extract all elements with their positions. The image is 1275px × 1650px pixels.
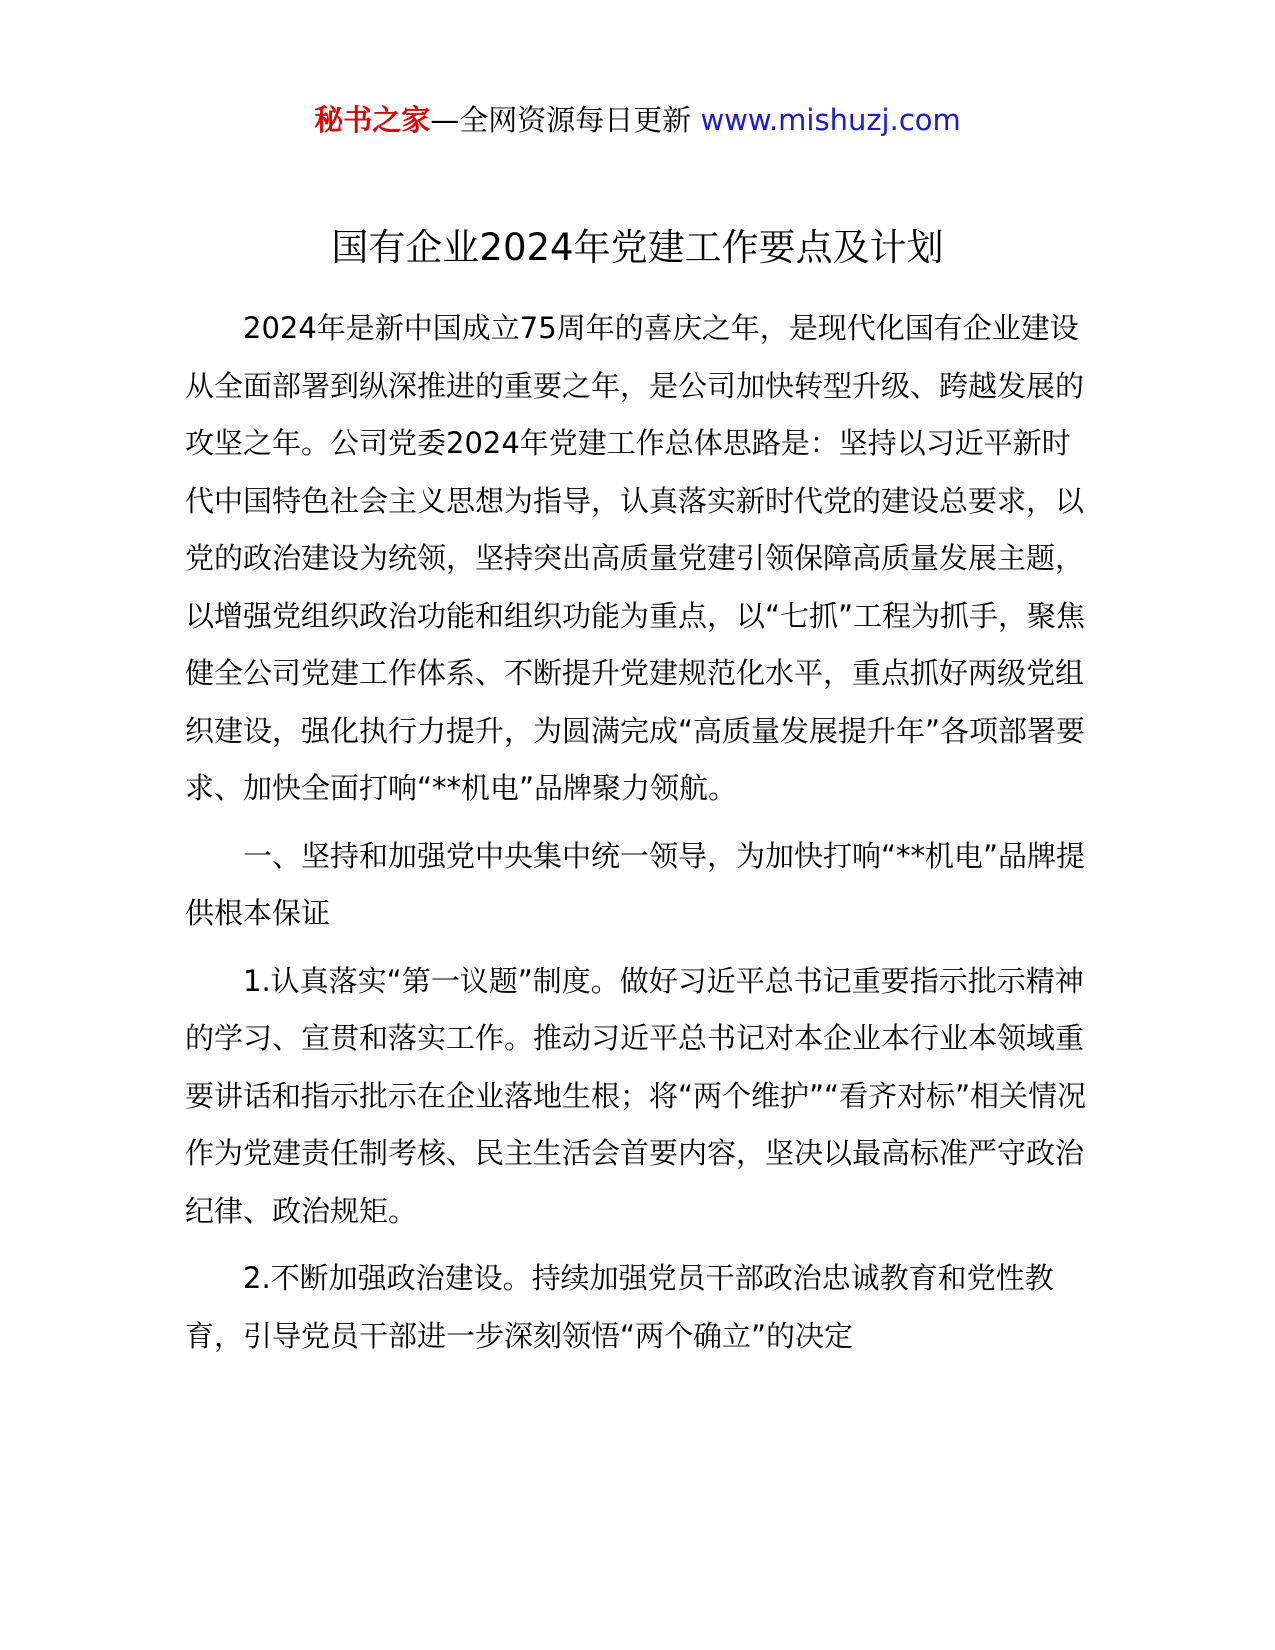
site-banner: [0, 100, 1275, 140]
site-brand: 秘书之家: [314, 103, 431, 137]
site-url-link[interactable]: www.mishuzj.com: [700, 103, 961, 137]
paragraph-intro: 2024年是新中国成立75周年的喜庆之年，是现代化国有企业建设从全面部署到纵深推进的重要之年，是公司加快转型升级、跨越发展的攻坚之年。公司党委2024年党建工作总体思路是：坚持以习近平新时代中国特色社会主义思想为指导，认真落实新时代党的建设总要求，以党的政治建设为统领，坚持突出高质量党建引领保障高质量发展主题，以增强党组织政治功能和组织功能为重点，以“七抓”工程为抓手，聚焦健全公司党建工作体系、不断提升党建规范化水平，重点抓好两级党组织建设，强化执行力提升，为圆满完成“高质量发展提升年”各项部署要求、加快全面打响“**机电”品牌聚力领航。: [185, 311, 1086, 805]
site-tagline: —全网资源每日更新: [430, 103, 692, 137]
document-title: 国有企业2024年党建工作要点及计划: [331, 226, 944, 269]
paragraph-item-2: 2.不断加强政治建设。持续加强党员干部政治忠诚教育和党性教育，引导党员干部进一步深刻领悟“两个确立”的决定: [185, 1261, 1054, 1353]
section-heading-1: 一、坚持和加强党中央集中统一领导，为加快打响“**机电”品牌提供根本保证: [185, 838, 1086, 930]
paragraph-item-1: 1.认真落实“第一议题”制度。做好习近平总书记重要指示批示精神的学习、宣贯和落实工作。推动习近平总书记对本企业本行业本领域重要讲话和指示批示在企业落地生根；将“两个维护”“看齐对标”相关情况作为党建责任制考核、民主生活会首要内容，坚决以最高标准严守政治纪律、政治规矩。: [185, 963, 1087, 1228]
document-body: [185, 300, 1090, 1365]
